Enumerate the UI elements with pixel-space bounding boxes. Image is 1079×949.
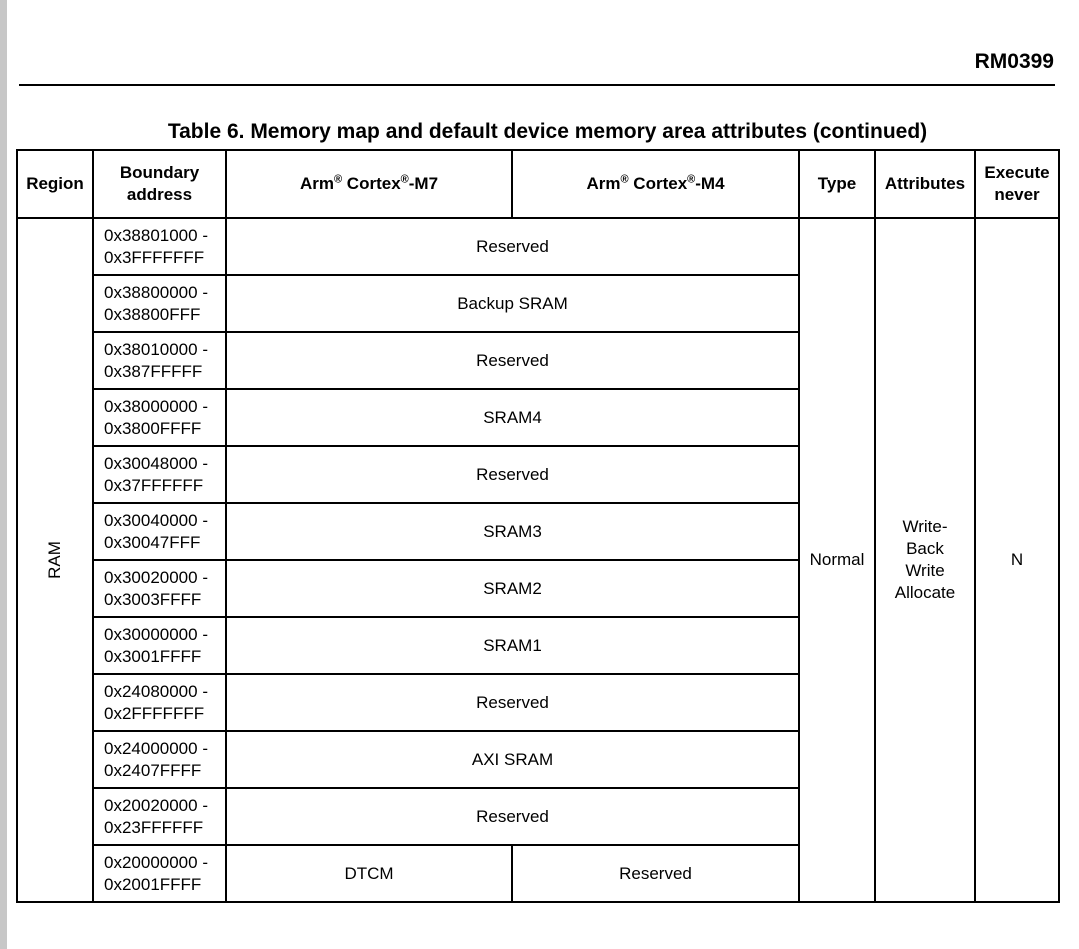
col-header-execute-line2: never: [994, 185, 1040, 204]
registered-mark: ®: [620, 173, 629, 186]
address-cell: [93, 389, 226, 446]
target-cell: SRAM2: [226, 560, 799, 617]
attributes-line: Allocate: [894, 583, 956, 602]
address-cell: [93, 845, 226, 902]
address-end: 0x23FFFFFF: [104, 817, 204, 837]
target-cell: Reserved: [226, 788, 799, 845]
address-cell: [93, 560, 226, 617]
col-header-attributes: Attributes: [875, 150, 975, 218]
address-end: 0x2407FFFF: [104, 760, 202, 780]
m7-target-cell: DTCM: [226, 845, 512, 902]
m7-cortex: Cortex: [342, 174, 401, 193]
document-id: RM0399: [974, 50, 1054, 73]
target-cell: SRAM3: [226, 503, 799, 560]
registered-mark: ®: [333, 173, 343, 186]
attributes-cell: [875, 218, 975, 902]
col-header-boundary-line1: Boundary: [119, 163, 200, 182]
address-cell: [93, 218, 226, 275]
region-cell: [17, 218, 93, 902]
m7-suffix: -M7: [408, 174, 439, 193]
address-start: 0x24080000 -: [104, 681, 208, 701]
target-cell: Reserved: [226, 218, 799, 275]
address-cell: [93, 503, 226, 560]
target-cell: SRAM1: [226, 617, 799, 674]
address-cell: [93, 275, 226, 332]
m4-suffix: -M4: [695, 174, 725, 193]
registered-mark: ®: [400, 173, 409, 186]
address-end: 0x3001FFFF: [104, 646, 202, 666]
m7-arm: Arm: [299, 174, 334, 193]
address-start: 0x38801000 -: [104, 225, 208, 245]
address-end: 0x30047FFF: [104, 532, 201, 552]
address-start: 0x30000000 -: [104, 624, 208, 644]
m4-target-cell: Reserved: [512, 845, 799, 902]
address-cell: [93, 788, 226, 845]
attributes-line: Write-: [902, 517, 948, 536]
address-start: 0x24000000 -: [104, 738, 208, 758]
address-end: 0x38800FFF: [104, 304, 201, 324]
col-header-execute-line1: Execute: [984, 163, 1050, 182]
address-end: 0x3003FFFF: [104, 589, 202, 609]
address-end: 0x2001FFFF: [104, 874, 202, 894]
col-header-type: Type: [799, 150, 875, 218]
col-header-execute-never: [975, 150, 1059, 218]
header-rule: [19, 84, 1055, 86]
table-row: [17, 218, 1059, 275]
address-end: 0x3800FFFF: [104, 418, 202, 438]
m4-arm: Arm: [586, 174, 621, 193]
m4-cortex: Cortex: [628, 174, 688, 193]
col-header-region: Region: [17, 150, 93, 218]
address-start: 0x38000000 -: [104, 396, 208, 416]
address-start: 0x30020000 -: [104, 567, 208, 587]
address-start: 0x20000000 -: [104, 852, 208, 872]
col-header-boundary: [93, 150, 226, 218]
execute-never-cell: N: [975, 218, 1059, 902]
target-cell: Backup SRAM: [226, 275, 799, 332]
address-start: 0x30048000 -: [104, 453, 208, 473]
address-start: 0x20020000 -: [104, 795, 208, 815]
target-cell: Reserved: [226, 446, 799, 503]
address-cell: [93, 731, 226, 788]
region-value: RAM: [45, 541, 64, 579]
header-row: [17, 150, 1059, 218]
address-end: 0x2FFFFFFF: [104, 703, 205, 723]
address-cell: [93, 674, 226, 731]
target-cell: AXI SRAM: [226, 731, 799, 788]
col-header-m7: [226, 150, 512, 218]
address-end: 0x3FFFFFFF: [104, 247, 205, 267]
address-cell: [93, 332, 226, 389]
col-header-boundary-line2: address: [126, 185, 193, 204]
target-cell: Reserved: [226, 674, 799, 731]
target-cell: Reserved: [226, 332, 799, 389]
attributes-line: Back: [906, 539, 944, 558]
address-end: 0x387FFFFF: [104, 361, 203, 381]
registered-mark: ®: [687, 173, 696, 186]
col-header-m4: [512, 150, 799, 218]
address-start: 0x38010000 -: [104, 339, 208, 359]
table-title: Table 6. Memory map and default device memory area attributes (continued): [167, 120, 928, 143]
address-start: 0x30040000 -: [104, 510, 208, 530]
attributes-line: Write: [905, 561, 945, 580]
address-end: 0x37FFFFFF: [104, 475, 204, 495]
target-cell: SRAM4: [226, 389, 799, 446]
address-start: 0x38800000 -: [104, 282, 208, 302]
address-cell: [93, 446, 226, 503]
address-cell: [93, 617, 226, 674]
type-cell: Normal: [799, 218, 875, 902]
memory-map-table: [16, 149, 1060, 903]
